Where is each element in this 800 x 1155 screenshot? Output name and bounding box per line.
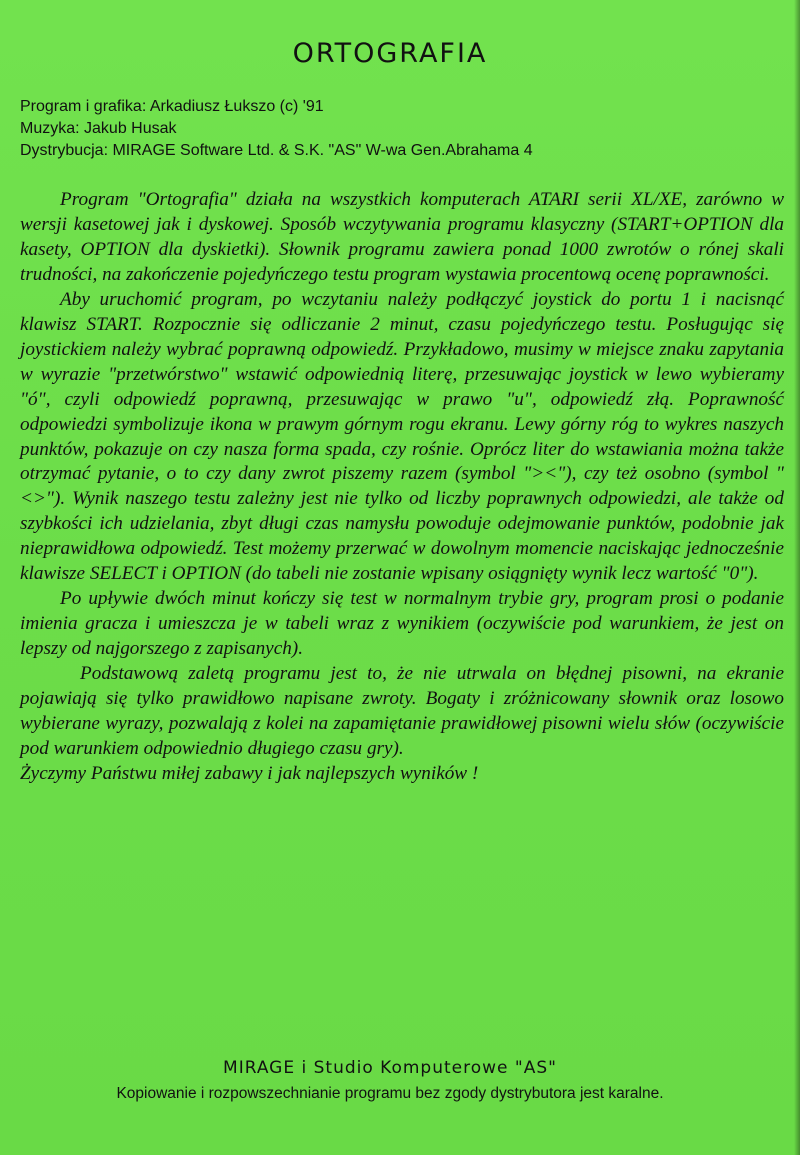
credit-line-author: Program i grafika: Arkadiusz Łukszo (c) '91 — [20, 98, 324, 115]
credit-line-music: Muzyka: Jakub Husak — [20, 120, 177, 137]
paragraph-wishes: Życzymy Państwu miłej zabawy i jak najlepszych wyników ! — [20, 762, 479, 784]
paragraph-instructions: Aby uruchomić program, po wczytaniu należy podłączyć joystick do portu 1 i nacisnąć klawisz START. Rozpocznie się odliczanie 2 minut, czasu pojedyńczego testu. Posługując się joystickiem należy wybrać poprawną odpowiedź. Przykładowo, musimy w miejsce znaku zapytania w wyrazie "przetwórstwo" wstawić odpowiednią literę, przesuwając joystick w lewo wybieramy "ó", czyli odpowiedź poprawną, przesuwając w prawo "u", odpowiedź złą. Poprawność odpowiedzi symbolizuje ikona w prawym górnym rogu ekranu. Lewy górny róg to wykres naszych punktów, pokazuje on czy nasza forma spada, czy rośnie. Oprócz liter do wstawiania można także otrzymać pytanie, o to czy dany zwrot piszemy razem (symbol "><"), czy też osobno (symbol "<>"). Wynik naszego testu zależny jest nie tylko od liczby poprawnych odpowiedzi, ale także od szybkości ich udzielania, zbyt długi czas namysłu powoduje odejmowanie punktów, podobnie jak nieprawidłowa odpowiedź. Test możemy przerwać w dowolnym momencie naciskając jednocześnie klawisze SELECT i OPTION (do tabeli nie zostanie wpisany osiągnięty wynik lecz wartość "0"). — [20, 288, 784, 585]
credit-line-distribution: Dystrybucja: MIRAGE Software Ltd. & S.K. "AS" W-wa Gen.Abrahama 4 — [20, 142, 533, 159]
footer-brand: MIRAGE i Studio Komputerowe "AS" — [223, 1058, 557, 1078]
document-title: ORTOGRAFIA — [292, 38, 488, 69]
paragraph-advantages: Podstawową zaletą programu jest to, że nie utrwala on błędnej pisowni, na ekranie pojawiają się tylko prawidłowo napisane zwroty. Bogaty i zróżnicowany słownik oraz losowo wybierane wyrazy, pozwalają z kolei na zapamiętanie prawidłowej pisowni wielu słów (oczywiście pod warunkiem odpowiednio długiego czasu gry). — [20, 663, 784, 759]
page-edge-shadow — [794, 0, 800, 1155]
paragraph-end-of-test: Po upływie dwóch minut kończy się test w normalnym trybie gry, program prosi o podanie imienia gracza i umieszcza je w tabeli wraz z wynikiem (oczywiście pod warunkiem, że jest on lepszy od najgorszego z zapisanych). — [20, 588, 784, 660]
description-body — [20, 188, 784, 787]
credits-block — [20, 96, 780, 162]
footer-legal-notice: Kopiowanie i rozpowszechnianie programu bez zgody dystrybutora jest karalne. — [116, 1085, 664, 1102]
paragraph-intro: Program "Ortografia" działa na wszystkich komputerach ATARI serii XL/XE, zarówno w wersji kasetowej jak i dyskowej. Sposób wczytywania programu klasyczny (START+OPTION dla kasety, OPTION dla dyskietki). Słownik programu zawiera ponad 1000 zwrotów o rónej skali trudności, na zakończenie pojedyńczego testu program wystawia procentową ocenę poprawności. — [20, 189, 784, 285]
